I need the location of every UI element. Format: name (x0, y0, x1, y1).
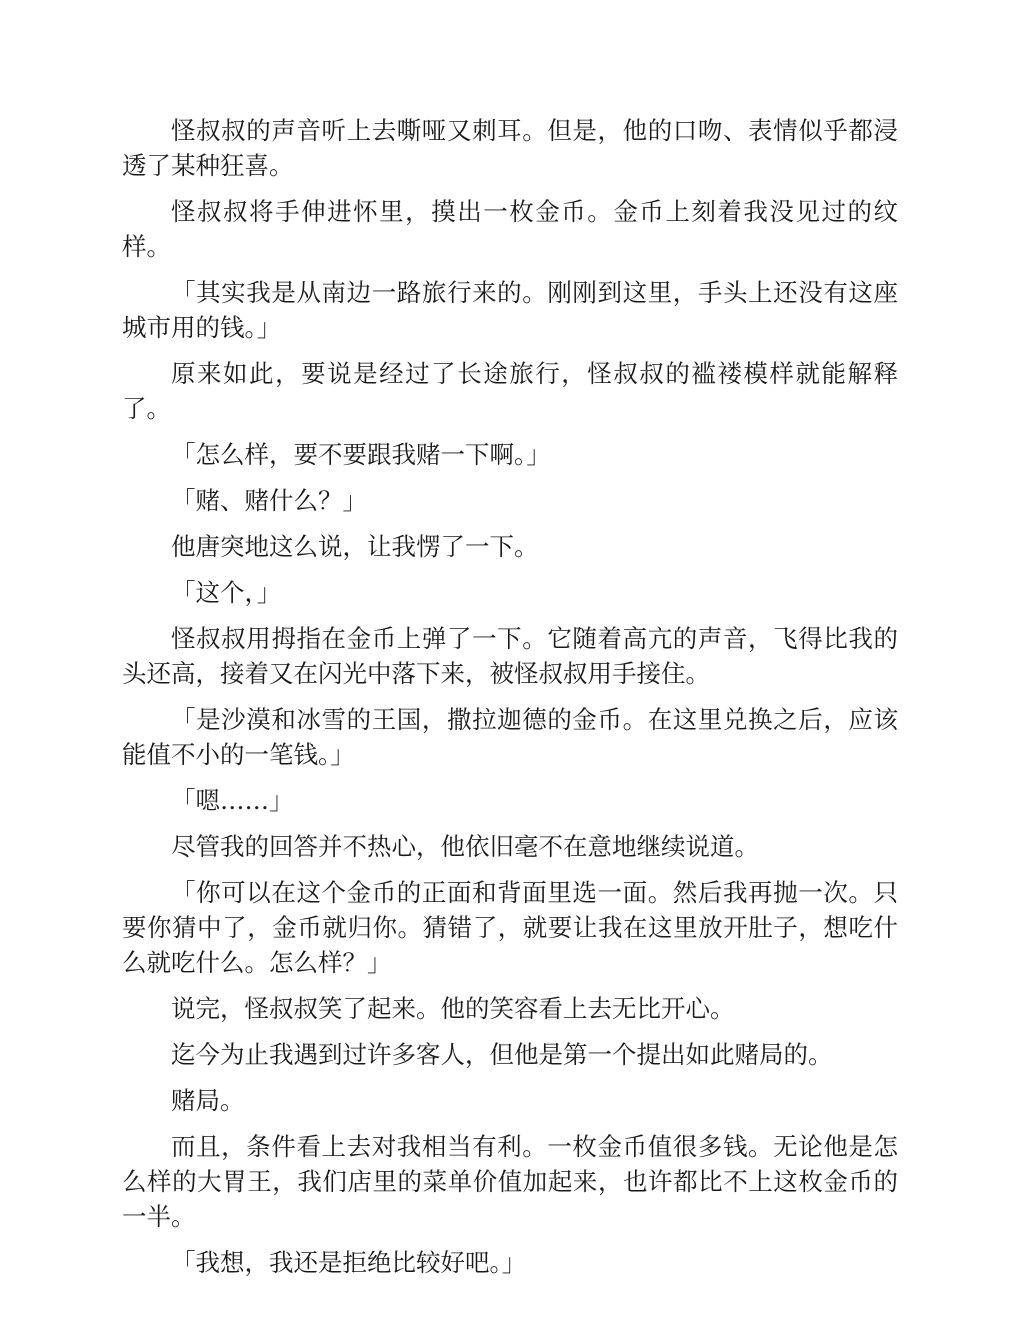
paragraph: 尽管我的回答并不热心，他依旧毫不在意地继续说道。 (171, 832, 759, 861)
paragraph: 迄今为止我遇到过许多客人，但他是第一个提出如此赌局的。 (171, 1040, 833, 1069)
paragraph: 而且，条件看上去对我相当有利。一枚金币值很多钱。无论他是怎么样的大胃王，我们店里的菜单价值加起来，也许都比不上这枚金币的一半。 (122, 1132, 898, 1231)
paragraph: 赌局。 (171, 1086, 245, 1115)
paragraph: 「嗯……」 (171, 786, 294, 815)
paragraph: 怪叔叔用拇指在金币上弹了一下。它随着高亢的声音，飞得比我的头还高，接着又在闪光中落下来，被怪叔叔用手接住。 (122, 624, 898, 688)
paragraph: 「怎么样，要不要跟我赌一下啊。」 (171, 440, 551, 469)
paragraph: 说完，怪叔叔笑了起来。他的笑容看上去无比开心。 (171, 994, 735, 1023)
paragraph: 怪叔叔将手伸进怀里，摸出一枚金币。金币上刻着我没见过的纹样。 (122, 197, 898, 261)
paragraph: 原来如此，要说是经过了长途旅行，怪叔叔的褴褛模样就能解释了。 (122, 359, 898, 423)
paragraph: 「赌、赌什么？」 (171, 486, 367, 515)
paragraph: 他唐突地这么说，让我愣了一下。 (171, 532, 539, 561)
paragraph: 「是沙漠和冰雪的王国，撒拉迦德的金币。在这里兑换之后，应该能值不小的一笔钱。」 (122, 705, 898, 769)
paragraph: 怪叔叔的声音听上去嘶哑又刺耳。但是，他的口吻、表情似乎都浸透了某种狂喜。 (122, 116, 898, 180)
paragraph: 「其实我是从南边一路旅行来的。刚刚到这里，手头上还没有这座城市用的钱。」 (122, 278, 898, 342)
paragraph: 「我想，我还是拒绝比较好吧。」 (171, 1248, 527, 1277)
text-body (122, 113, 898, 1291)
paragraph: 「你可以在这个金币的正面和背面里选一面。然后我再抛一次。只要你猜中了，金币就归你。猜错了，就要让我在这里放开肚子，想吃什么就吃什么。怎么样？」 (122, 878, 898, 977)
paragraph: 「这个，」 (171, 578, 282, 607)
